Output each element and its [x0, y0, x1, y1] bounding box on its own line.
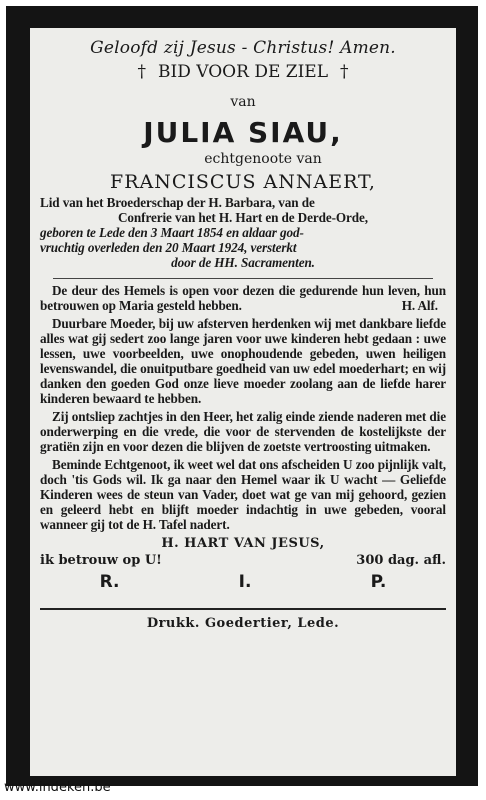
deceased-name: JULIA SIAU, [143, 116, 343, 149]
indulgence-line [40, 553, 446, 568]
van-text: van [230, 94, 256, 110]
pray-for-soul-line [40, 62, 446, 82]
bio-line: geboren te Lede den 3 Maart 1854 en aldaar god- [40, 225, 304, 240]
pray-for-soul-text: BID VOOR DE ZIEL [158, 62, 328, 82]
rip-r: R. [99, 572, 120, 592]
cross-icon: † [339, 62, 349, 82]
body-text [40, 283, 446, 532]
biography [40, 195, 446, 270]
printer-credit: Drukk. Goedertier, Lede. [146, 616, 340, 631]
spouse-name: FRANCISCUS ANNAERT, [110, 171, 376, 193]
bottom-rule [40, 608, 446, 610]
card-content [40, 32, 446, 631]
paragraph-mother: Duurbare Moeder, bij uw afsterven herdenken wij met dankbare liefde alles wat gij sedert zoo lange jaren voor uwe kinderen hebt gedaan : uwe lessen, uwe voorbeelden, uwe onophoudende gebeden, uwen heiligen levenswandel, die onuitputbare goedheid van uw edel moederhart; en wij danken den goeden God onze lieve moeder zoolang aan de liefde harer kinderen bewaard te hebben. [40, 316, 446, 406]
paragraph-farewell: Beminde Echtgenoot, ik weet wel dat ons afscheiden U zoo pijnlijk valt, doch 'tis Gods wil. Ik ga naar den Hemel waar ik U wacht — Geliefde Kinderen wees de steun van Vader, doet wat ge van mij gehoord, gezien en geleerd hebt en blijft moeder indachtig in uwe gebeden, vooral wanneer gij tot de H. Tafel nadert. [40, 457, 446, 532]
bio-line: vruchtig overleden den 20 Maart 1924, versterkt [40, 240, 297, 255]
divider [53, 278, 433, 279]
site-watermark: www.indeken.be [4, 780, 111, 795]
quote-signature: H. Alf. [401, 298, 438, 313]
paragraph-death: Zij ontsliep zachtjes in den Heer, het zalig einde ziende naderen met die onderwerping en die vrede, die voor de stervenden de kostelijkste der gratiën zijn en voor dezen die blijven de zoetste vertroosting uitmaken. [40, 409, 446, 454]
quote-paragraph: De deur des Hemels is open voor dezen die gedurende hun leven, hun betrouwen op Maria gesteld hebben. [40, 283, 446, 313]
prayer-line-2: ik betrouw op U! [40, 553, 162, 568]
rip-i: I. [238, 572, 252, 592]
bio-line: Confrerie van het H. Hart en de Derde-Orde, [118, 210, 368, 225]
rip-initials [40, 572, 446, 592]
indulgence-text: 300 dag. afl. [356, 553, 446, 568]
bio-line: door de HH. Sacramenten. [171, 255, 315, 270]
blessing-line: Geloofd zij Jesus - Christus! Amen. [90, 38, 396, 58]
rip-p: P. [370, 572, 387, 592]
memorial-card [30, 28, 456, 776]
bio-line: Lid van het Broederschap der H. Barbara, van de [40, 195, 315, 210]
prayer-line: H. HART VAN JESUS, [161, 536, 325, 551]
spouse-lead: echtgenoote van [204, 151, 322, 167]
cross-icon: † [137, 62, 147, 82]
